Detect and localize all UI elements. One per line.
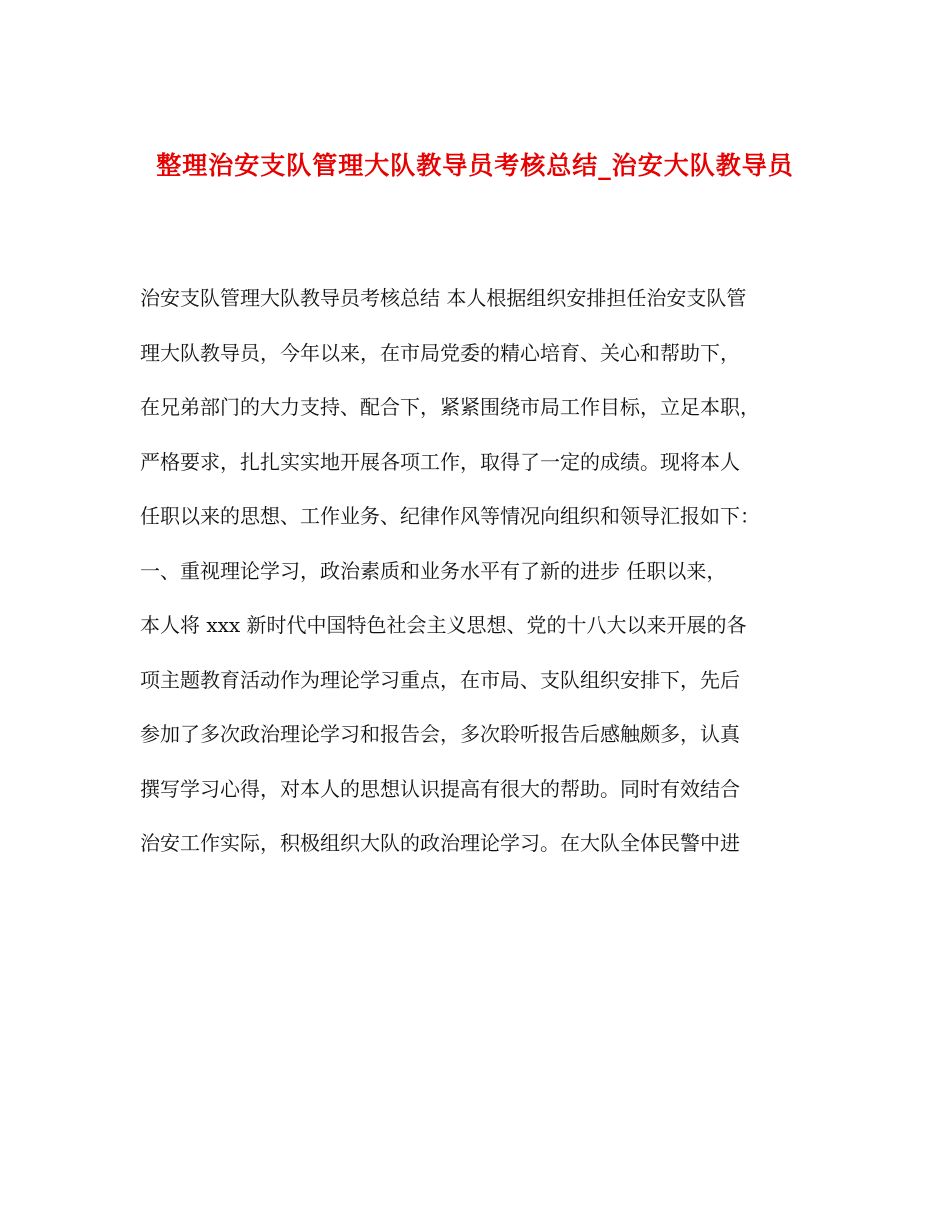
- body-line: 治安支队管理大队教导员考核总结 本人根据组织安排担任治安支队管: [140, 286, 747, 310]
- body-line: 项主题教育活动作为理论学习重点，在市局、支队组织安排下，先后: [140, 667, 740, 692]
- body-line: 撰写学习心得，对本人的思想认识提高有很大的帮助。同时有效结合: [140, 776, 740, 801]
- body-line: 参加了多次政治理论学习和报告会，多次聆听报告后感触颇多，认真: [140, 722, 740, 746]
- body-line: 治安工作实际，积极组织大队的政治理论学习。在大队全体民警中进: [140, 831, 740, 855]
- body-line: 严格要求，扎扎实实地开展各项工作，取得了一定的成绩。现将本人: [140, 449, 740, 474]
- document-title: 整理治安支队管理大队教导员考核总结_治安大队教导员: [156, 151, 794, 180]
- body-line: 在兄弟部门的大力支持、配合下，紧紧围绕市局工作目标，立足本职，: [140, 395, 760, 419]
- body-line: 任职以来的思想、工作业务、纪律作风等情况向组织和领导汇报如下：: [140, 504, 760, 528]
- body-line: 一、重视理论学习，政治素质和业务水平有了新的进步 任职以来，: [140, 558, 727, 583]
- document-body: [140, 276, 820, 876]
- body-line: 本人将 xxx 新时代中国特色社会主义思想、党的十八大以来开展的各: [140, 613, 747, 637]
- body-line: 理大队教导员，今年以来，在市局党委的精心培育、关心和帮助下，: [140, 340, 740, 365]
